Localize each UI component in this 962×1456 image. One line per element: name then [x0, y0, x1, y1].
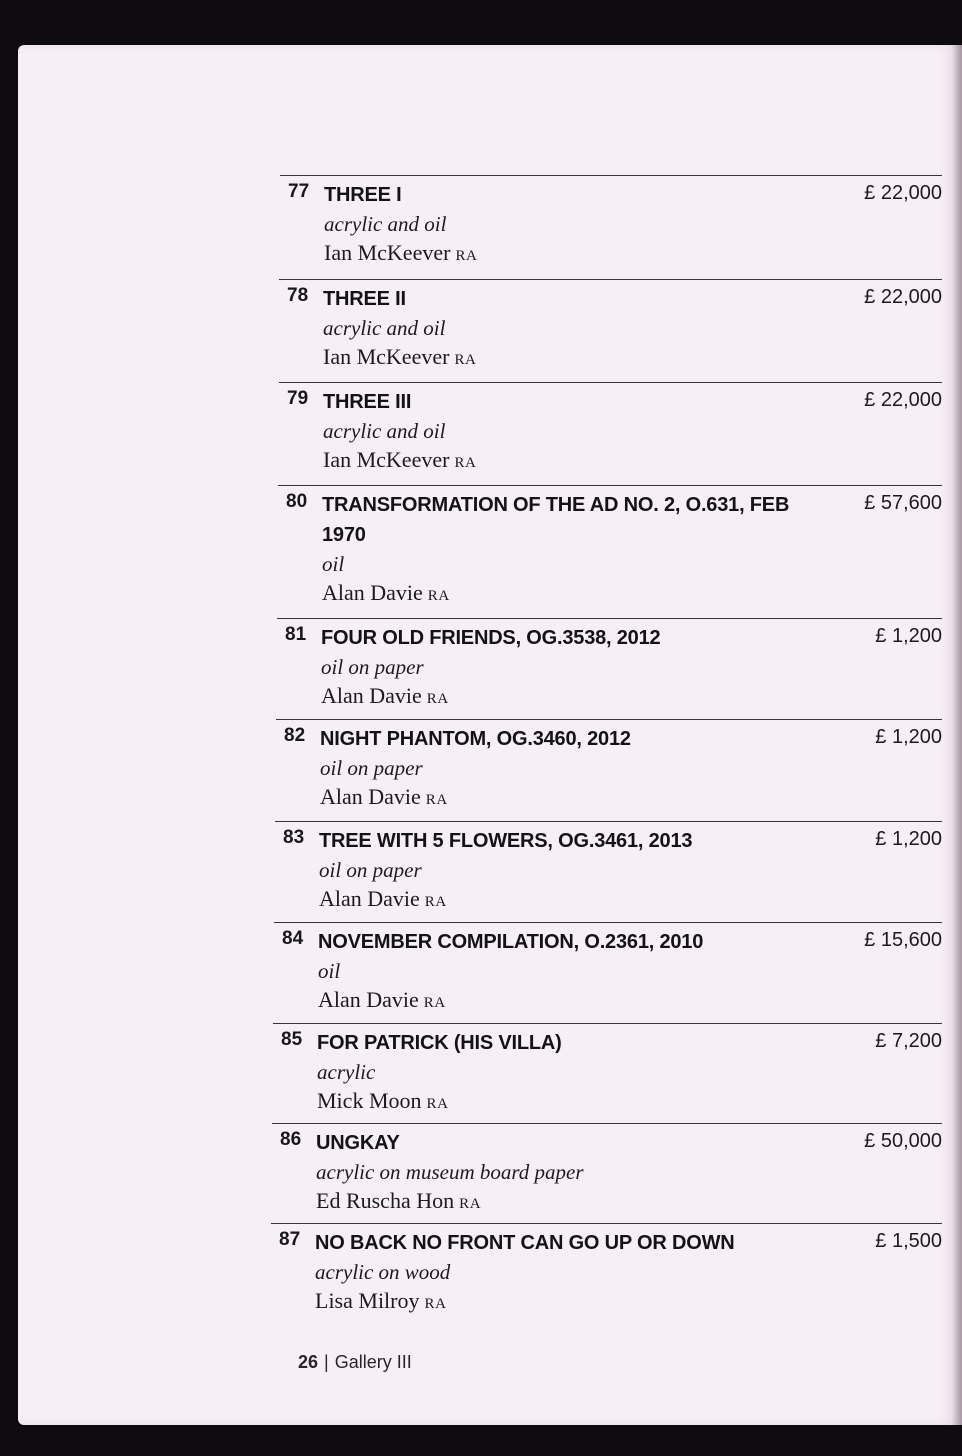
catalogue-entry-82 [276, 719, 942, 821]
artist-honour: RA [454, 455, 477, 471]
entry-price: £ 1,200 [875, 625, 942, 647]
catalogue-page [18, 45, 962, 1425]
entry-medium: oil [322, 552, 345, 576]
catalogue-entry-86 [272, 1123, 942, 1223]
entry-title: FOUR OLD FRIENDS, OG.3538, 2012 [321, 627, 661, 649]
artist-honour: RA [455, 248, 478, 264]
artist-name: Alan Davie [319, 886, 420, 911]
entry-price: £ 22,000 [864, 389, 942, 411]
entry-price: £ 7,200 [875, 1030, 942, 1052]
entry-number: 86 [280, 1129, 302, 1150]
entry-artist [324, 238, 794, 271]
entry-medium: oil on paper [320, 756, 423, 780]
entry-artist [320, 782, 790, 815]
entry-number: 83 [283, 827, 305, 848]
catalogue-entry-85 [273, 1023, 942, 1123]
artist-honour: RA [424, 1296, 447, 1312]
artist-name: Ian McKeever [324, 240, 451, 265]
catalogue-entry-78 [279, 279, 942, 382]
entry-price: £ 22,000 [864, 182, 942, 204]
entry-price: £ 1,500 [875, 1230, 942, 1252]
artist-name: Lisa Milroy [315, 1288, 420, 1313]
catalogue-entry-79 [279, 382, 942, 485]
catalogue-entry-81 [277, 618, 942, 719]
footer-separator: | [324, 1352, 329, 1372]
entry-number: 77 [288, 181, 310, 202]
page-edge-shadow [952, 45, 962, 1425]
catalogue-entry-80 [278, 485, 942, 618]
entry-artist [323, 342, 793, 375]
catalogue-entry-87 [271, 1223, 942, 1323]
artist-name: Alan Davie [322, 580, 423, 605]
entry-number: 87 [279, 1229, 301, 1250]
catalogue-entry-77 [280, 175, 942, 279]
entry-number: 80 [286, 491, 308, 512]
entry-artist [318, 985, 788, 1018]
artist-name: Alan Davie [318, 987, 419, 1012]
page-footer [298, 1352, 412, 1373]
entry-price: £ 1,200 [875, 828, 942, 850]
entry-number: 85 [281, 1029, 303, 1050]
entry-price: £ 57,600 [864, 492, 942, 514]
entry-medium: acrylic on museum board paper [316, 1160, 584, 1184]
entry-number: 81 [285, 624, 307, 645]
entry-artist [315, 1286, 815, 1319]
entry-medium: acrylic on wood [315, 1260, 451, 1284]
entry-title: UNGKAY [316, 1132, 400, 1154]
entry-medium: acrylic and oil [323, 316, 446, 340]
artist-honour: RA [424, 894, 447, 910]
entry-artist [317, 1086, 787, 1119]
entry-medium: oil [318, 959, 341, 983]
section-name: Gallery III [334, 1352, 412, 1372]
entry-medium: acrylic and oil [323, 419, 446, 443]
entry-artist [322, 578, 792, 611]
artist-honour: RA [423, 995, 446, 1011]
entry-title: THREE I [324, 184, 402, 206]
artist-honour: RA [426, 1096, 449, 1112]
artist-honour: RA [427, 588, 450, 604]
entry-title: TREE WITH 5 FLOWERS, OG.3461, 2013 [319, 830, 693, 852]
entry-price: £ 1,200 [875, 726, 942, 748]
entry-medium: acrylic and oil [324, 212, 447, 236]
artist-honour: RA [426, 691, 449, 707]
entry-title: NOVEMBER COMPILATION, O.2361, 2010 [318, 931, 704, 953]
artist-name: Mick Moon [317, 1088, 422, 1113]
entry-list [280, 175, 942, 1323]
entry-medium: acrylic [317, 1060, 376, 1084]
entry-title: TRANSFORMATION OF THE AD NO. 2, O.631, FEB 1970 [322, 494, 790, 546]
entry-title: THREE III [323, 391, 412, 413]
entry-number: 82 [284, 725, 306, 746]
artist-name: Ian McKeever [323, 447, 450, 472]
entry-artist [316, 1186, 786, 1219]
artist-name: Ed Ruscha Hon [316, 1188, 455, 1213]
entry-number: 79 [287, 388, 309, 409]
artist-honour: RA [425, 792, 448, 808]
entry-price: £ 15,600 [864, 929, 942, 951]
entry-artist [323, 445, 793, 478]
entry-title: FOR PATRICK (HIS VILLA) [317, 1032, 562, 1054]
catalogue-entry-83 [275, 821, 942, 922]
entry-medium: oil on paper [321, 655, 424, 679]
entry-medium: oil on paper [319, 858, 422, 882]
entry-number: 84 [282, 928, 304, 949]
catalogue-entry-84 [274, 922, 942, 1023]
artist-honour: RA [459, 1196, 482, 1212]
entry-artist [319, 884, 789, 917]
entry-number: 78 [287, 285, 309, 306]
entry-title: THREE II [323, 288, 406, 310]
artist-name: Alan Davie [320, 784, 421, 809]
page-number: 26 [298, 1352, 319, 1372]
entry-artist [321, 681, 791, 714]
artist-name: Ian McKeever [323, 344, 450, 369]
artist-name: Alan Davie [321, 683, 422, 708]
entry-price: £ 22,000 [864, 286, 942, 308]
artist-honour: RA [454, 352, 477, 368]
entry-price: £ 50,000 [864, 1130, 942, 1152]
entry-title: NO BACK NO FRONT CAN GO UP OR DOWN [315, 1232, 735, 1254]
entry-title: NIGHT PHANTOM, OG.3460, 2012 [320, 728, 631, 750]
